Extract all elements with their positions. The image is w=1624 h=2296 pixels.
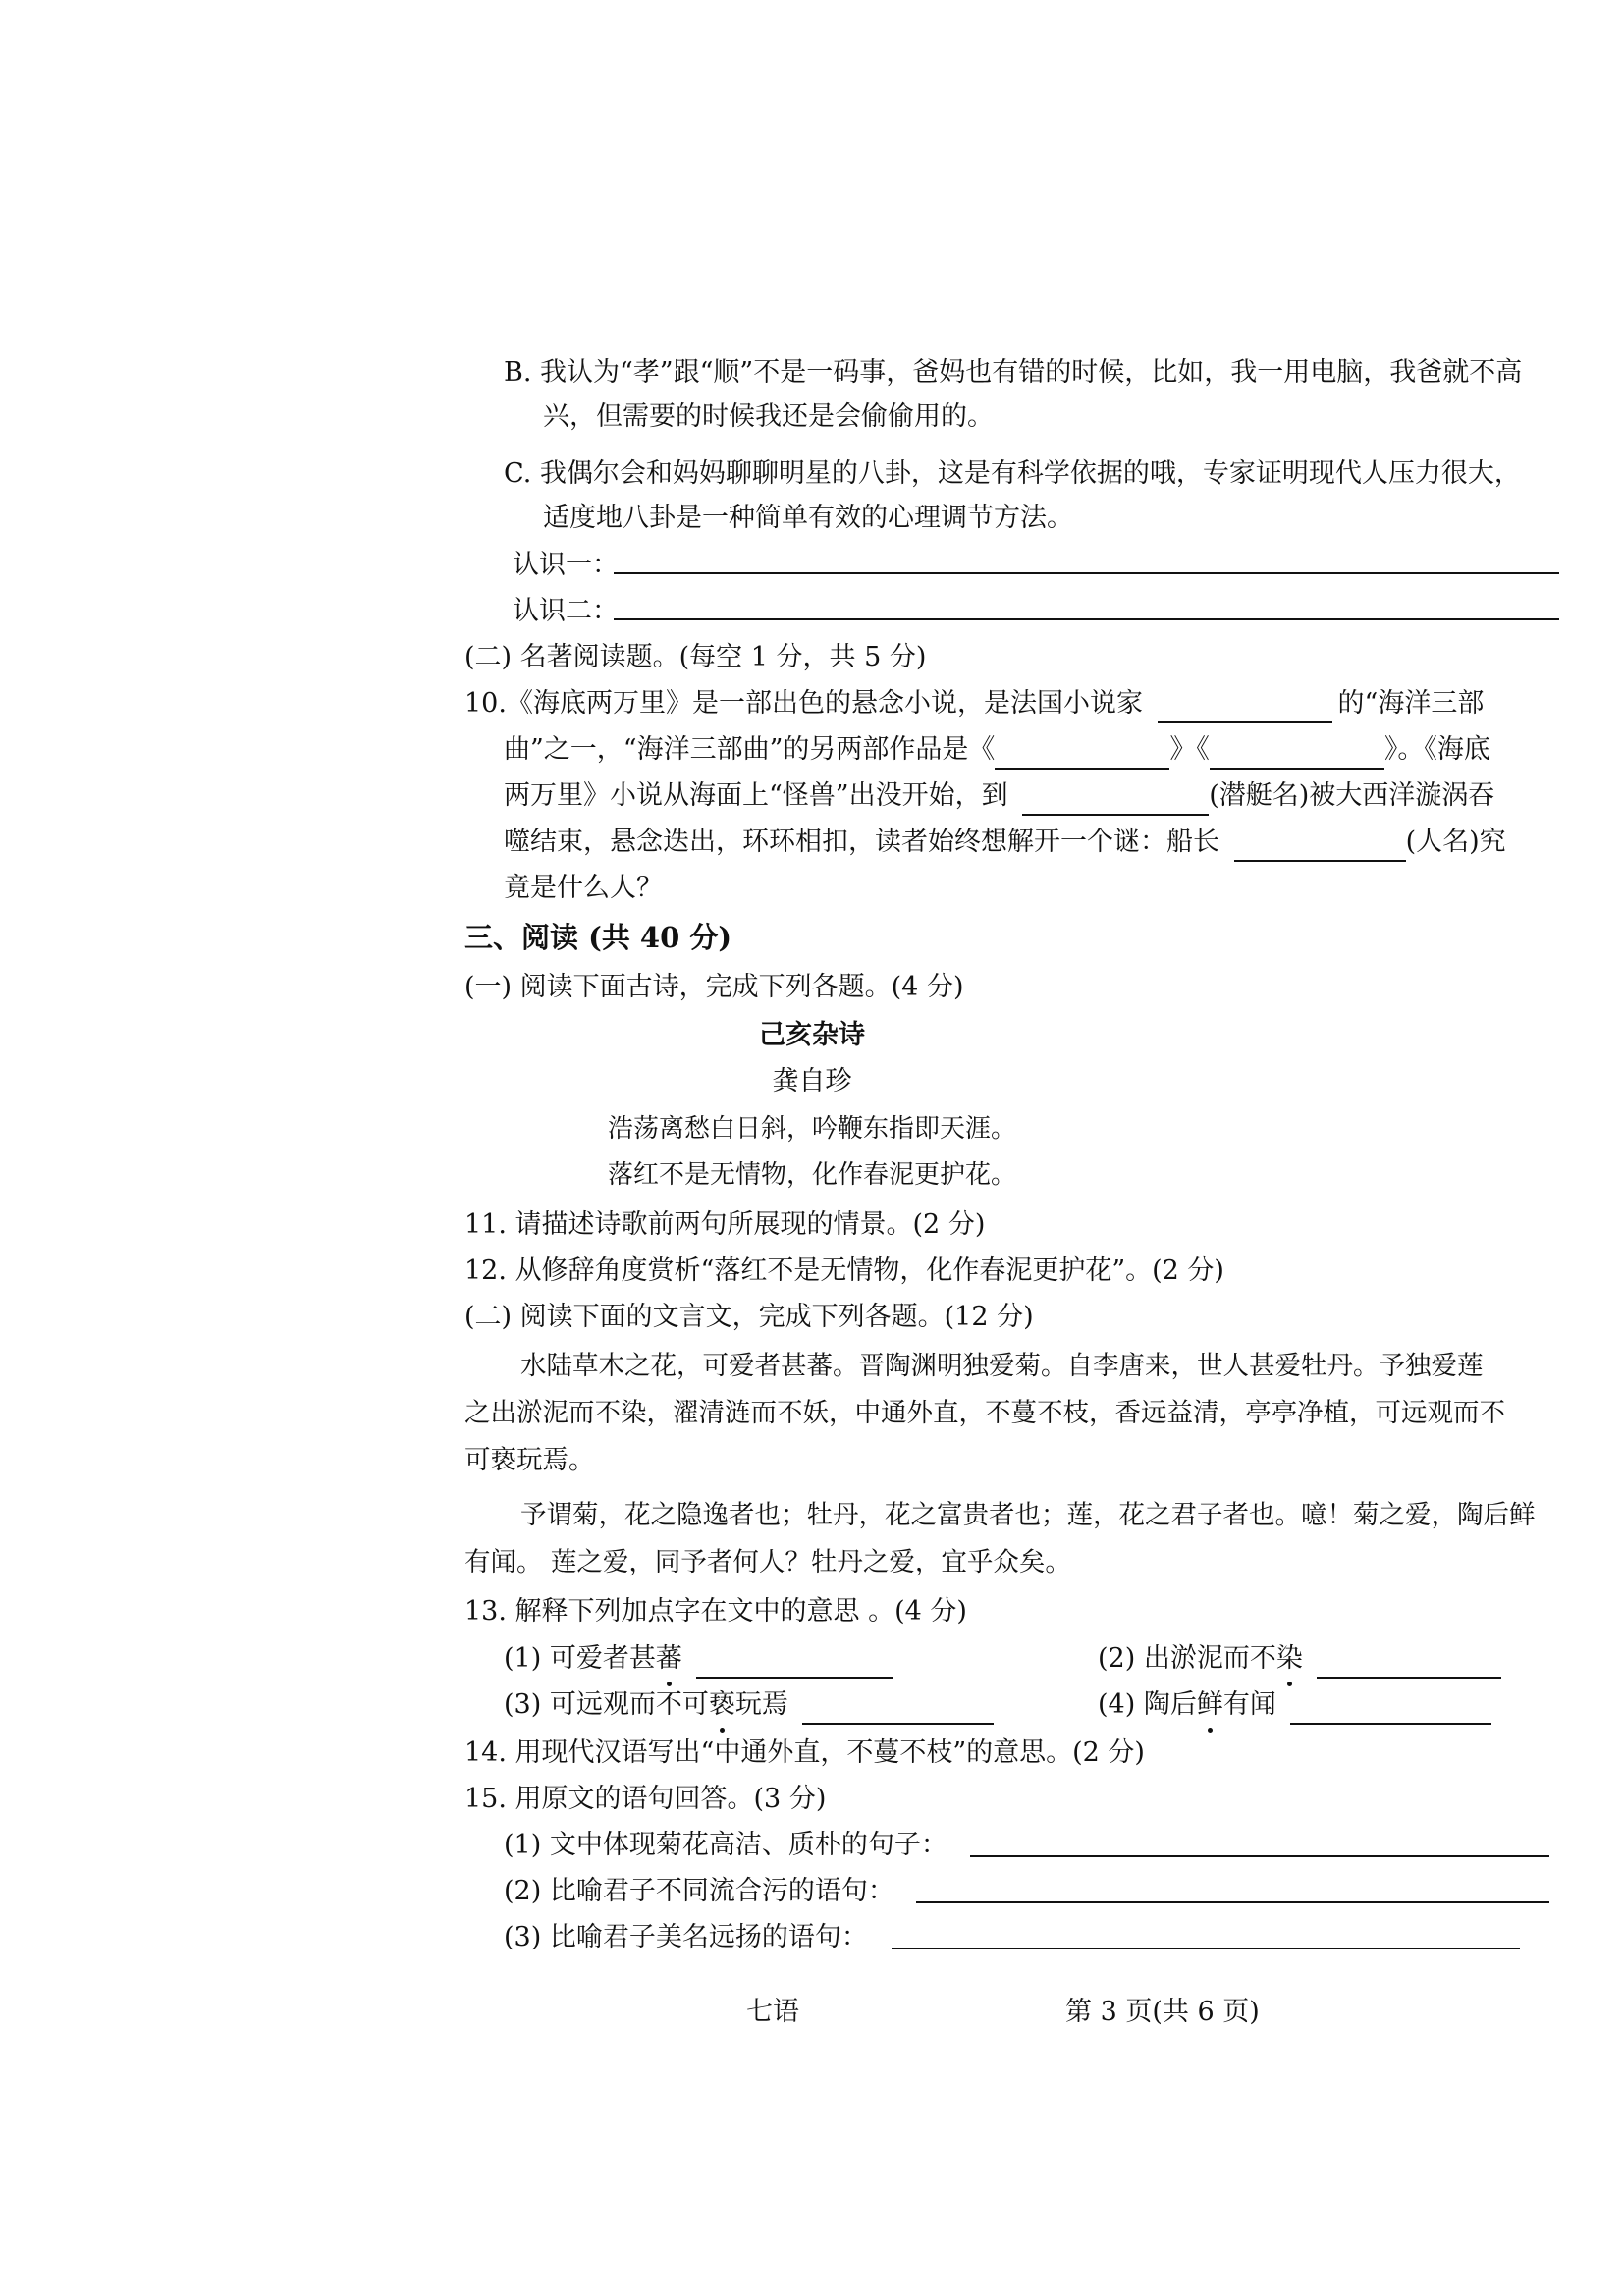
q13-item-1-text: (1) 可爱者甚 [504, 1643, 656, 1674]
q13-item-4-text: (4) 陶后 [1098, 1689, 1197, 1720]
q13-heading: 13. 解释下列加点字在文中的意思 。(4 分) [464, 1596, 967, 1627]
option-b-line-2: 兴，但需要的时候我还是会偷偷用的。 [543, 401, 994, 432]
q10-blank-work-1[interactable] [995, 738, 1169, 770]
q15-item-2: (2) 比喻君子不同流合污的语句： [504, 1876, 894, 1906]
classical-p1-line-3: 可亵玩焉。 [464, 1445, 595, 1475]
option-c-line-1: C. 我偶尔会和妈妈聊聊明星的八卦，这是有科学依据的哦，专家证明现代人压力很大， [504, 458, 1521, 489]
reading-2-heading: (二) 阅读下面的文言文，完成下列各题。(12 分) [464, 1302, 1034, 1332]
q12: 12. 从修辞角度赏析“落红不是无情物，化作春泥更护花”。(2 分) [464, 1255, 1224, 1286]
q13-item-3-dotted-char: 亵 [709, 1685, 735, 1725]
classical-p2-line-1: 予谓菊，花之隐逸者也；牡丹，花之富贵者也；莲，花之君子者也。噫！菊之爱，陶后鲜 [520, 1500, 1536, 1530]
q13-item-2 [1098, 1639, 1501, 1679]
q10-text-4b: (人名)究 [1405, 827, 1506, 857]
option-c-line-2: 适度地八卦是一种简单有效的心理调节方法。 [543, 503, 1073, 533]
insight-1-label: 认识一： [513, 550, 619, 580]
q13-item-4-dotted-char: 鲜 [1197, 1685, 1223, 1725]
section-2-heading: (二) 名著阅读题。(每空 1 分，共 5 分) [464, 642, 927, 672]
q13-item-1-dotted-char: 蕃 [656, 1639, 682, 1679]
q13-item-3-text: (3) 可远观而不可 [504, 1689, 709, 1720]
q15-answer-line-1[interactable] [970, 1855, 1549, 1857]
q13-item-3-text-post: 玩焉 [734, 1689, 788, 1720]
q13-blank-3[interactable] [802, 1693, 994, 1725]
q10-text-2b: 》《 [1169, 734, 1210, 765]
q10-text-2a: 曲”之一，“海洋三部曲”的另两部作品是《 [504, 734, 996, 765]
poem-title: 己亥杂诗 [759, 1020, 865, 1050]
classical-p2-line-2: 有闻。 莲之爱，同予者何人？牡丹之爱，宜乎众矣。 [464, 1547, 1071, 1577]
q13-item-4-text-post: 有闻 [1222, 1689, 1276, 1720]
q13-item-3 [504, 1685, 994, 1725]
q10-text-4a: 噬结束，悬念迭出，环环相扣，读者始终想解开一个谜：船长 [504, 827, 1219, 857]
insight-2-label: 认识二： [513, 596, 619, 626]
poem-line-1: 浩荡离愁白日斜，吟鞭东指即天涯。 [607, 1114, 1016, 1144]
q15-heading: 15. 用原文的语句回答。(3 分) [464, 1784, 827, 1814]
q10-line-4 [504, 823, 1506, 862]
q13-item-2-dotted-char: 染 [1276, 1639, 1303, 1679]
insight-2-answer-line[interactable] [614, 618, 1559, 620]
footer-subject: 七语 [746, 1997, 799, 2027]
q10-text-3a: 两万里》小说从海面上“怪兽”出没开始，到 [504, 780, 1008, 811]
q10-line-1 [464, 684, 1484, 723]
q15-answer-line-2[interactable] [916, 1901, 1549, 1903]
q10-blank-author[interactable] [1158, 692, 1332, 723]
reading-1-heading: (一) 阅读下面古诗，完成下列各题。(4 分) [464, 972, 964, 1002]
classical-p1-line-1: 水陆草木之花，可爱者甚蕃。晋陶渊明独爱菊。自李唐来，世人甚爱牡丹。予独爱莲 [520, 1351, 1484, 1381]
q14: 14. 用现代汉语写出“中通外直，不蔓不枝”的意思。(2 分) [464, 1737, 1145, 1768]
classical-p1-line-2: 之出淤泥而不染，濯清涟而不妖，中通外直，不蔓不枝，香远益清，亭亭净植，可远观而不 [464, 1398, 1505, 1428]
option-b-line-1: B. 我认为“孝”跟“顺”不是一码事，爸妈也有错的时候，比如，我一用电脑，我爸就不高 [504, 357, 1523, 388]
q15-item-3: (3) 比喻君子美名远扬的语句： [504, 1922, 868, 1952]
q13-blank-1[interactable] [696, 1647, 893, 1679]
footer-page-number: 第 3 页(共 6 页) [1065, 1997, 1260, 2027]
insight-1-answer-line[interactable] [614, 572, 1559, 574]
q15-answer-line-3[interactable] [892, 1948, 1520, 1949]
q13-item-1 [504, 1639, 893, 1679]
poem-line-2: 落红不是无情物，化作春泥更护花。 [607, 1160, 1016, 1190]
q10-blank-submarine[interactable] [1022, 784, 1209, 816]
q13-blank-2[interactable] [1317, 1647, 1501, 1679]
q10-text-2c: 》。《海底 [1383, 734, 1490, 765]
q13-item-2-text: (2) 出淤泥而不 [1098, 1643, 1276, 1674]
q10-text-1b: 的“海洋三部 [1337, 688, 1485, 719]
q10-line-2 [504, 730, 1490, 770]
q10-text-1a: 10.《海底两万里》是一部出色的悬念小说，是法国小说家 [464, 688, 1143, 719]
q10-blank-work-2[interactable] [1210, 738, 1384, 770]
q13-blank-4[interactable] [1290, 1693, 1491, 1725]
part-3-heading: 三、阅读 (共 40 分) [464, 921, 732, 954]
q15-item-1: (1) 文中体现菊花高洁、质朴的句子： [504, 1830, 947, 1860]
q10-blank-captain[interactable] [1234, 830, 1406, 862]
q10-line-3 [504, 776, 1494, 816]
q10-line-5: 竟是什么人？ [504, 873, 663, 903]
q11: 11. 请描述诗歌前两句所展现的情景。(2 分) [464, 1209, 986, 1240]
q10-text-3b: (潜艇名)被大西洋漩涡吞 [1209, 780, 1495, 811]
poem-author: 龚自珍 [772, 1066, 852, 1096]
q13-item-4 [1098, 1685, 1491, 1725]
